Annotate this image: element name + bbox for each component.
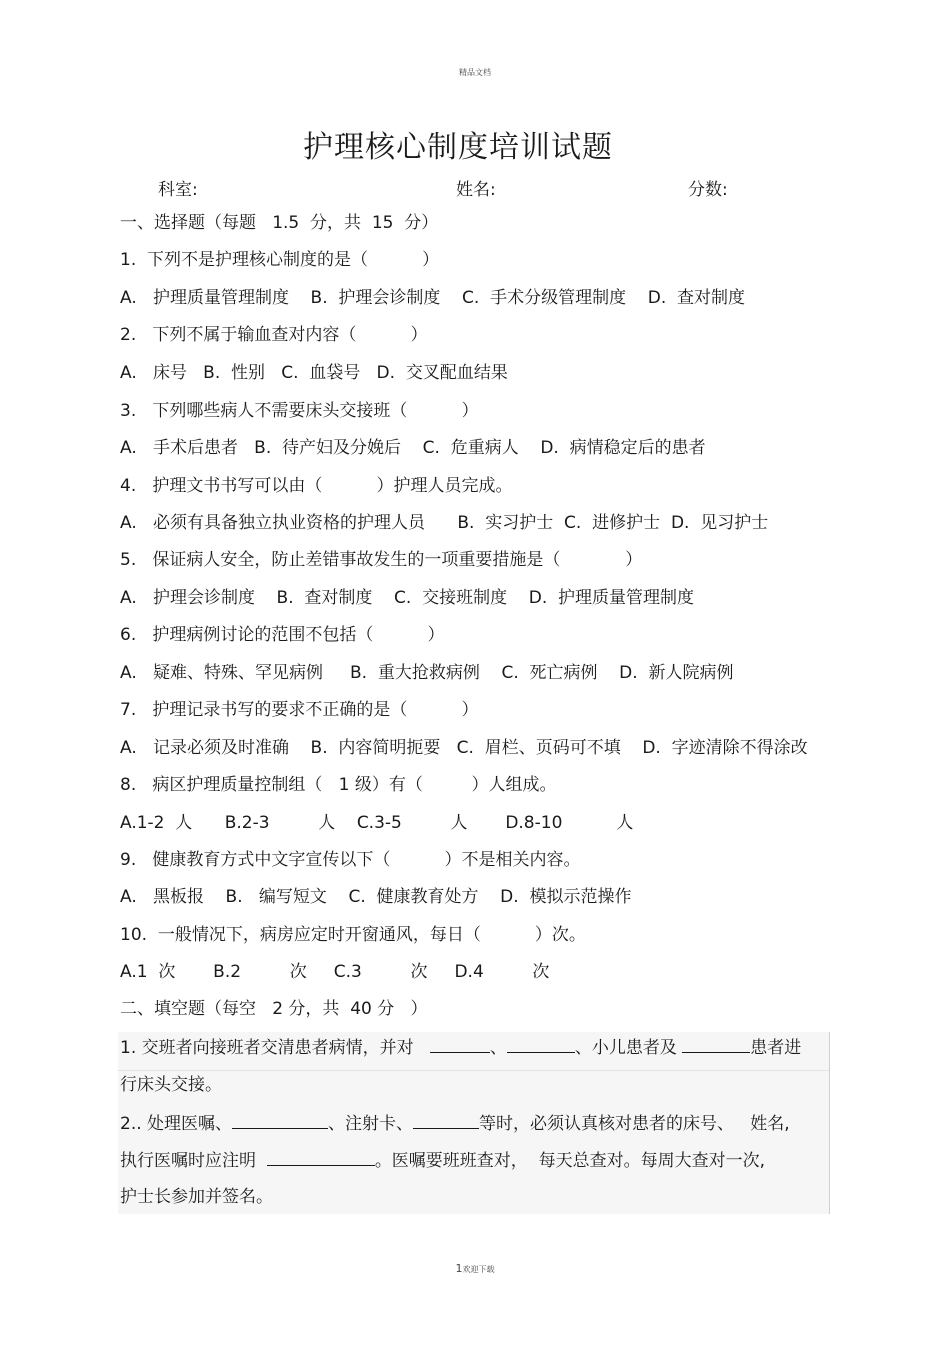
question-9: 9. 健康教育方式中文字宣传以下（ ）不是相关内容。 xyxy=(120,850,581,870)
question-2: 2. 下列不属于输血查对内容（ ） xyxy=(120,325,428,345)
answer-blank[interactable] xyxy=(507,1036,575,1053)
fill-text: 、小儿患者及 xyxy=(574,1038,677,1058)
question-4: 4. 护理文书书写可以由（ ）护理人员完成。 xyxy=(120,476,513,496)
fill-text: 患者进 xyxy=(750,1038,802,1058)
question-10-options: A.1 次 B.2 次 C.3 次 D.4 次 xyxy=(120,962,550,982)
question-9-options: A. 黑板报 B. 编写短文 C. 健康教育处方 D. 模拟示范操作 xyxy=(120,887,632,907)
score-label: 分数: xyxy=(688,180,728,200)
fill-text: 等时，必须认真核对患者的床号、 姓名, xyxy=(479,1114,790,1134)
fill-question-2-line-2 xyxy=(120,1149,765,1172)
fill-text: 、 xyxy=(489,1038,507,1058)
question-3-options: A. 手术后患者 B. 待产妇及分娩后 C. 危重病人 D. 病情稳定后的患者 xyxy=(120,438,706,458)
fill-question-1-line-2: 行床头交接。 xyxy=(120,1075,222,1095)
block-divider xyxy=(118,1070,829,1071)
question-1-options: A. 护理质量管理制度 B. 护理会诊制度 C. 手术分级管理制度 D. 查对制度 xyxy=(120,288,746,308)
answer-blank[interactable] xyxy=(430,1036,490,1053)
fill-text: 、注射卡、 xyxy=(328,1114,414,1134)
name-label: 姓名: xyxy=(456,180,496,200)
answer-blank[interactable] xyxy=(413,1112,479,1129)
question-8: 8. 病区护理质量控制组（ 1 级）有（ ）人组成。 xyxy=(120,775,557,795)
answer-blank[interactable] xyxy=(267,1149,375,1166)
question-7-options: A. 记录必须及时准确 B. 内容简明扼要 C. 眉栏、页码可不填 D. 字迹清除不得涂改 xyxy=(120,738,808,758)
question-6-options: A. 疑难、特殊、罕见病例 B. 重大抢救病例 C. 死亡病例 D. 新人院病例 xyxy=(120,663,734,683)
question-5: 5. 保证病人安全，防止差错事故发生的一项重要措施是（ ） xyxy=(120,550,643,570)
page-number: 1 xyxy=(455,1262,463,1275)
fill-text: 1. 交班者向接班者交清患者病情，并对 xyxy=(120,1038,414,1058)
fill-question-2-line-3: 护士长参加并签名。 xyxy=(120,1187,273,1207)
fill-question-1-line-1 xyxy=(120,1036,801,1059)
fill-text: 2.. 处理医嘱、 xyxy=(120,1114,233,1134)
footer-text: 欢迎下载 xyxy=(462,1265,495,1274)
question-7: 7. 护理记录书写的要求不正确的是（ ） xyxy=(120,700,479,720)
question-3: 3. 下列哪些病人不需要床头交接班（ ） xyxy=(120,401,479,421)
fill-text: 。医嘱要班班查对， 每天总查对。每周大查对一次, xyxy=(374,1151,766,1171)
question-1: 1. 下列不是护理核心制度的是（ ） xyxy=(120,250,440,270)
info-fields xyxy=(0,175,950,199)
answer-blank[interactable] xyxy=(682,1036,750,1053)
question-8-options: A.1-2 人 B.2-3 人 C.3-5 人 D.8-10 人 xyxy=(120,813,634,833)
header-watermark: 精品文档 xyxy=(459,68,491,77)
section-choice-heading: 一、选择题（每题 1.5 分，共 15 分） xyxy=(120,213,439,233)
fill-question-2-line-1 xyxy=(120,1112,790,1135)
question-5-options: A. 护理会诊制度 B. 查对制度 C. 交接班制度 D. 护理质量管理制度 xyxy=(120,588,695,608)
question-4-options: A. 必须有具备独立执业资格的护理人员 B. 实习护士 C. 进修护士 D. 见习护士 xyxy=(120,513,769,533)
section-fill-heading: 二、填空题（每空 2 分，共 40 分 ） xyxy=(120,999,428,1019)
dept-label: 科室: xyxy=(158,180,198,200)
question-10: 10. 一般情况下，病房应定时开窗通风，每日（ ）次。 xyxy=(120,925,586,945)
answer-blank[interactable] xyxy=(232,1112,328,1129)
question-6: 6. 护理病例讨论的范围不包括（ ） xyxy=(120,625,445,645)
fill-text: 执行医嘱时应注明 xyxy=(120,1151,256,1171)
page-title: 护理核心制度培训试题 xyxy=(303,130,613,165)
page-footer xyxy=(0,1262,950,1275)
question-2-options: A. 床号 B. 性别 C. 血袋号 D. 交叉配血结果 xyxy=(120,363,508,383)
